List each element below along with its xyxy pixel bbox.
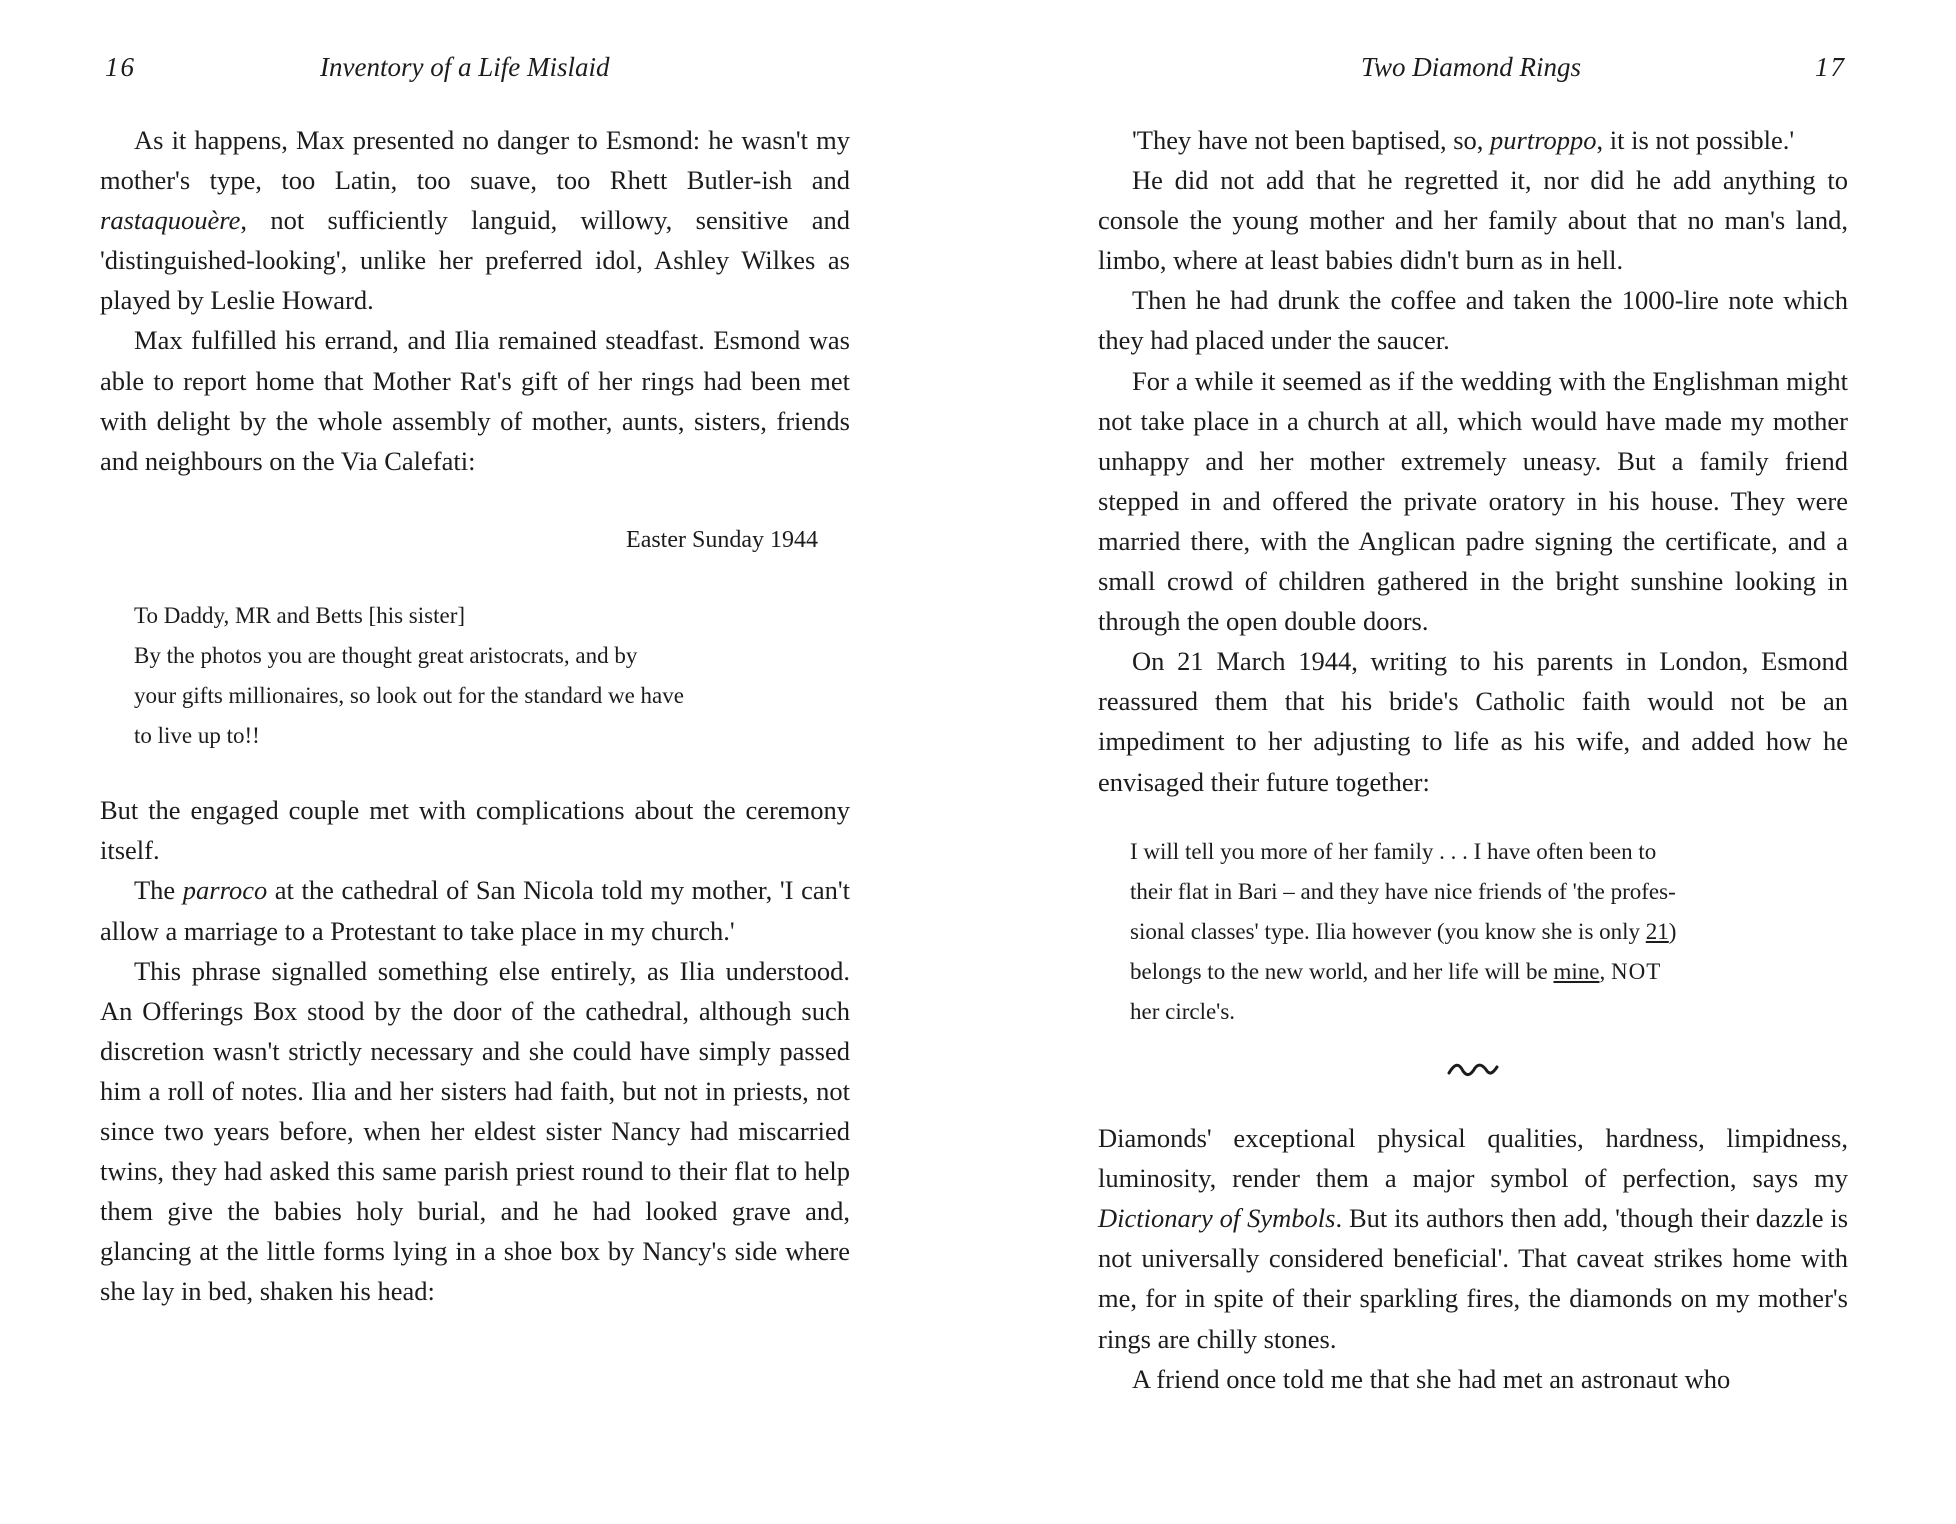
right-page-body — [1098, 120, 1848, 1399]
letter-line: By the photos you are thought great aristocrats, and by — [134, 642, 638, 668]
paragraph: But the engaged couple met with complications about the ceremony itself. — [100, 795, 850, 866]
letter-dateline: Easter Sunday 1944 — [626, 526, 818, 553]
paragraph: For a while it seemed as if the wedding with the Englishman might not take place in a church at all, which would have made my mother unhappy and her mother extremely uneasy. But a family friend stepped in and offered the private oratory in his house. They were married there, with the Anglican padre signing the certificate, and a small crowd of children gathered in the bright sunshine looking in through the open double doors. — [1098, 365, 1848, 637]
quote-line: I will tell you more of her family . . . I have often been to — [1130, 838, 1657, 864]
wave-ornament-icon — [1445, 1060, 1501, 1080]
paragraph: Max fulfilled his errand, and Ilia remained steadfast. Esmond was able to report home that Mother Rat's gift of her rings had been met with delight by the whole assembly of mother, aunts, sisters, friends and neighbours on the Via Calefati: — [100, 325, 850, 476]
right-page-number: 17 — [1815, 52, 1846, 82]
left-page-number: 16 — [105, 52, 136, 82]
quote-line: her circle's. — [1130, 998, 1236, 1024]
quote-line: their flat in Bari – and they have nice friends of 'the profes- — [1130, 878, 1676, 904]
paragraph: A friend once told me that she had met an astronaut who — [1132, 1363, 1731, 1394]
paragraph: On 21 March 1944, writing to his parents in London, Esmond reassured them that his bride's Catholic faith would not be an impediment to her adjusting to life as his wife, and added how he envisaged their future together: — [1098, 646, 1848, 797]
quote-line: sional classes' type. Ilia however (you know she is only 21) — [1130, 918, 1677, 944]
letter-line: your gifts millionaires, so look out for the standard we have — [134, 683, 684, 709]
letter-line: to live up to!! — [134, 723, 260, 749]
letter-quote — [1130, 832, 1848, 1032]
right-running-head: Two Diamond Rings — [1361, 52, 1582, 82]
paragraph: Diamonds' exceptional physical qualities, hardness, limpidness, luminosity, render them a major symbol of perfection, says my Dictionary of Symbols. But its authors then add, 'though their dazzle is not universally considered beneficial'. That caveat strikes home with me, for in spite of their sparkling fires, the diamonds on my mother's rings are chilly stones. — [1098, 1123, 1849, 1354]
letter-line: To Daddy, MR and Betts [his sister] — [134, 602, 466, 628]
paragraph: This phrase signalled something else entirely, as Ilia understood. An Offerings Box stood by the door of the cathedral, although such discretion wasn't strictly necessary and she could have simply passed him a roll of notes. Ilia and her sisters had faith, but not in priests, not since two years before, when her eldest sister Nancy had miscarried twins, they had asked this same parish priest round to their flat to help them give the babies holy burial, and he had looked grave and, glancing at the little forms lying in a shoe box by Nancy's side where she lay in bed, shaken his head: — [100, 955, 850, 1307]
paragraph: As it happens, Max presented no danger to Esmond: he wasn't my mother's type, too Latin, too suave, too Rhett Butler-ish and rastaquouère, not sufficiently languid, willowy, sensitive and 'distinguished-looking', unlike her preferred idol, Ashley Wilkes as played by Leslie Howard. — [100, 125, 850, 316]
quote-line: belongs to the new world, and her life will be mine, NOT — [1130, 958, 1662, 984]
section-break — [1098, 1060, 1848, 1084]
paragraph: He did not add that he regretted it, nor did he add anything to console the young mother and her family about that no man's land, limbo, where at least babies didn't burn as in hell. — [1098, 165, 1848, 276]
paragraph: 'They have not been baptised, so, purtroppo, it is not possible.' — [1132, 125, 1795, 155]
paragraph: Then he had drunk the coffee and taken the 1000-lire note which they had placed under the saucer. — [1098, 285, 1848, 356]
letter-quote — [134, 596, 850, 756]
left-page-body — [100, 120, 850, 1311]
left-running-head: Inventory of a Life Mislaid — [320, 52, 610, 82]
paragraph: The parroco at the cathedral of San Nicola told my mother, 'I can't allow a marriage to a Protestant to take place in my church.' — [100, 875, 850, 946]
